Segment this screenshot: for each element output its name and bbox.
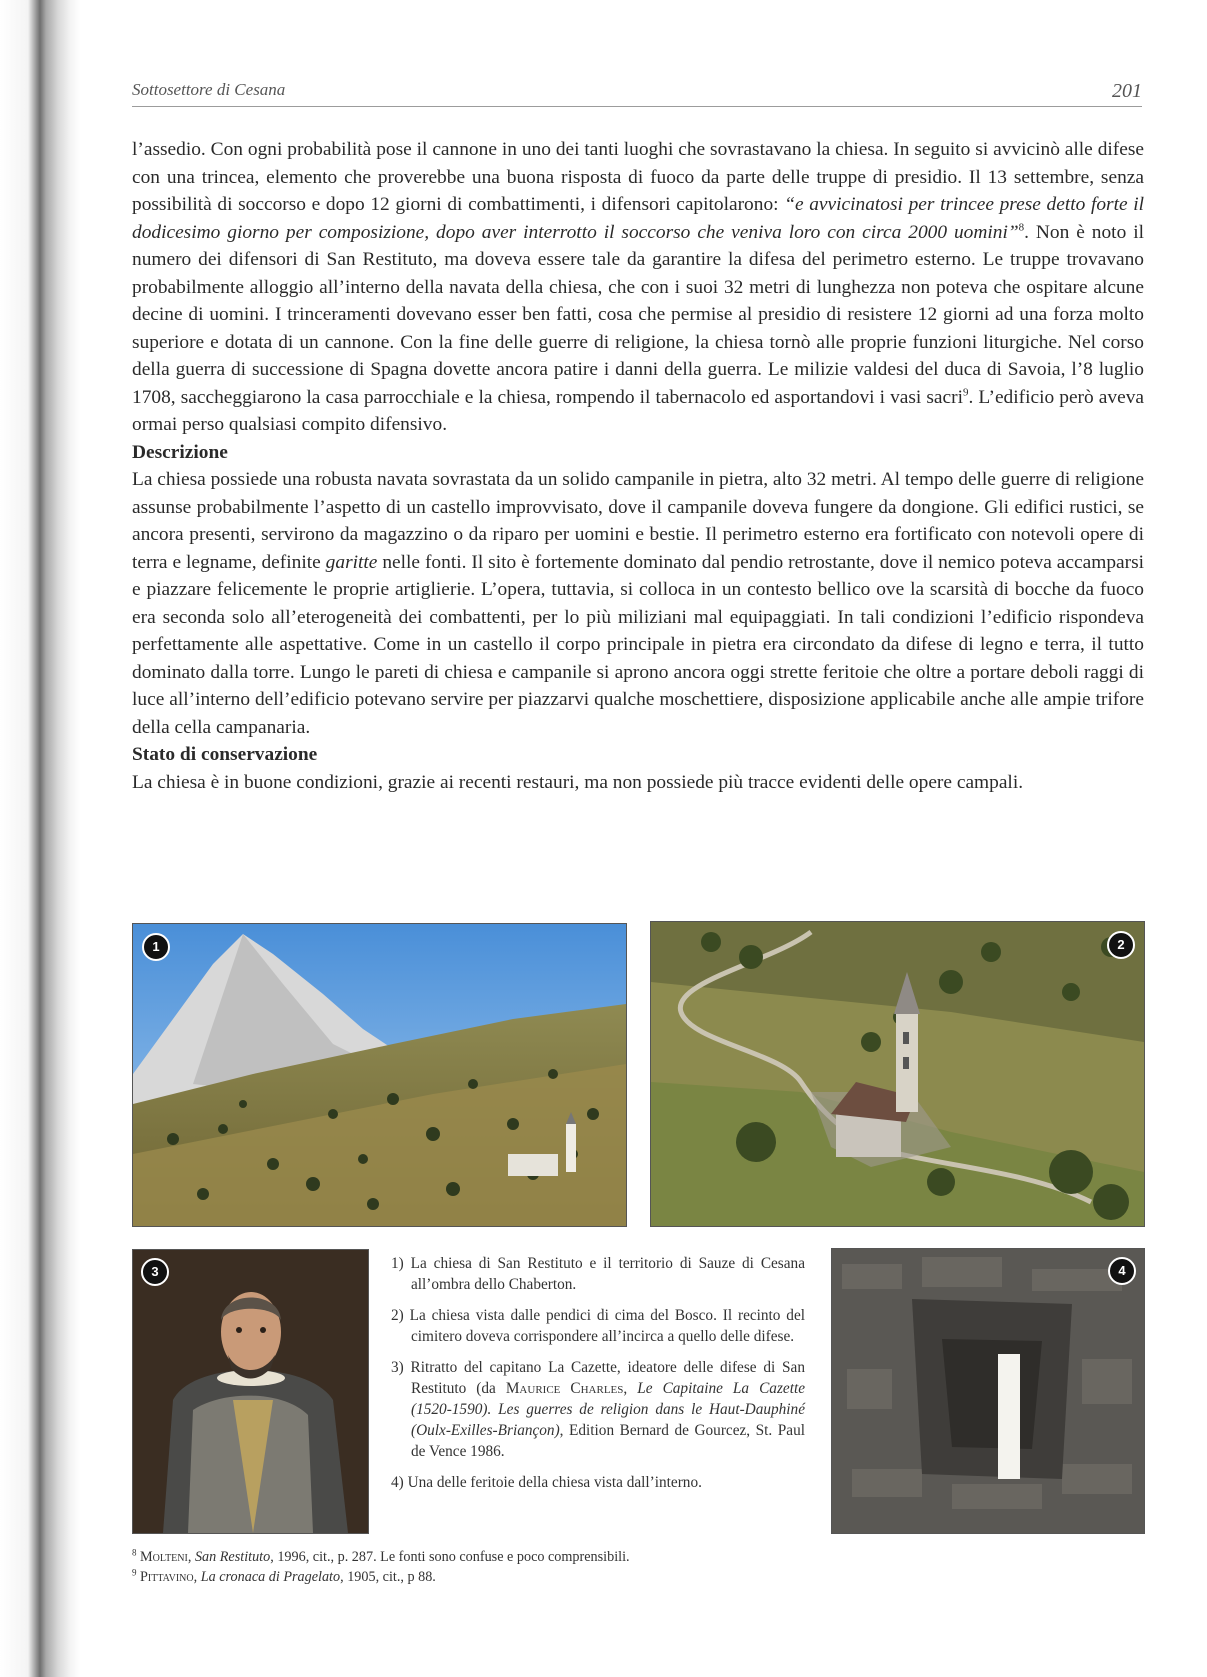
photo-church-aerial [650,921,1145,1227]
portrait-illustration [133,1250,368,1533]
text-span: La chiesa possiede una robusta navata sovrastata da un solido campanile in pietra, alto 32 metri. Al tempo delle guerre di religione assunse probabilmente l’aspetto di un castello improvvisato, dove il campanile doveva fungere da dongione. Gli edifici rustici, se ancora presenti, servirono da magazzino o da riparo per uomini e bestie. Il perimetro esterno era fortificato con notevoli opere di terra e legname, definite [132,469,1144,573]
loophole-illustration [832,1249,1144,1533]
heading-descrizione: Descrizione [132,441,228,463]
paragraph-siege [132,136,1144,439]
text-span: . Non è noto il numero dei difensori di San Restituto, ma doveva essere tale da garantire la difesa del perimetro esterno. Le truppe trovavano probabilmente alloggio all’interno della navata della chiesa, che con i suoi 32 metri di lunghezza non poteva che ospitare alcune decine di uomini. I trinceramenti dovevano esser ben fatti, cosa che permise al presidio di resistere 12 giorni ad una forza molto superiore e dotata di un cannone. Con la fine delle guerre di religione, la chiesa tornò alle proprie funzioni liturgiche. Nel corso della guerra di successione di Spagna dovette ancora patire i danni della guerra. Le milizie valdesi del duca di Savoia, l’8 luglio 1708, saccheggiarono la casa parrocchiale e la chiesa, rompendo il tabernacolo ed asportandovi i vasi sacri [132,221,1144,408]
caption-author: Maurice Charles [505,1380,624,1397]
book-spine-shadow [0,0,80,1677]
footnote-9: $^9$ Pittavino, La cronaca di Pragelato, 1905, cit., p 88. [132,1566,436,1585]
footnote-title: San Restituto [194,1549,271,1565]
caption-3 [391,1357,805,1462]
quote: “e avvicinatosi per trincee prese detto forte il dodicesimo giorno per composizione, dopo aver interrotto il soccorso che veniva loro con circa 2000 uomini” [132,194,1144,243]
heading-stato: Stato di conservazione [132,744,318,765]
figure-number-badge: 1 [142,933,170,961]
footnote-mark: 8 [132,1547,137,1558]
main-text [132,136,1144,796]
paragraph-descrizione [132,466,1144,741]
photo-mountain-landscape [132,923,627,1227]
page-number: 201 [1112,80,1142,102]
text-span: , 1996, cit., p. 287. Le fonti sono confuse e poco comprensibili. [270,1549,630,1565]
text-span: , Edition Bernard de Gourcez, St. Paul de Vence 1986. [411,1422,805,1460]
running-head [132,80,1142,107]
term-garitte: garitte [325,551,378,573]
church-aerial-illustration [651,922,1144,1226]
section-title: Sottosettore di Cesana [132,80,286,99]
caption-2: 2) La chiesa vista dalle pendici di cima del Bosco. Il recinto del cimitero doveva corrispondere all’incirca a quello delle difese. [391,1307,805,1345]
text-span: . L’edificio però aveva ormai perso qualsiasi compito difensivo. [132,386,1144,435]
landscape-illustration [133,924,626,1226]
footnote-author: Molteni [140,1549,188,1565]
text-span: 3) Ritratto del capitano La Cazette, ideatore delle difese di San Restituto (da [391,1359,805,1397]
footnote-ref-8: 8 [1018,221,1025,234]
text-span: , 1905, cit., p 88. [340,1568,436,1585]
caption-book-title: Le Capitaine La Cazette (1520-1590). Les guerres de religion dans le Haut-Dauphiné (Oulx-Exilles-Briançon) [411,1380,805,1439]
footnote-8: $^8$ Molteni, San Restituto, 1996, cit., p. 287. Le fonti sono confuse e poco comprensibili. [132,1547,630,1565]
paragraph-stato: La chiesa è in buone condizioni, grazie ai recenti restauri, ma non possiede più tracce evidenti delle opere campali. [132,771,1024,793]
figure-number-badge: 4 [1108,1257,1136,1285]
footnote-title: La cronaca di Pragelato [200,1568,341,1585]
text-span: l’assedio. Con ogni probabilità pose il cannone in uno dei tanti luoghi che sovrastavano la chiesa. In seguito si avvicinò alle difese con una trincea, elemento che proverebbe una buona risposta di fuoco da parte delle truppe di presidio. Il 13 settembre, senza possibilità di soccorso e dopo 12 giorni di combattimenti, i difensori capitolarono: [132,139,1144,215]
figure-captions [391,1253,805,1503]
caption-1: 1) La chiesa di San Restituto e il territorio di Sauze di Cesana all’ombra dello Chaberton. [391,1255,805,1293]
footnote-author: Pittavino [140,1568,194,1585]
footnotes [132,1548,932,1587]
footnote-mark: 9 [132,1566,137,1577]
caption-4: 4) Una delle feritoie della chiesa vista dall’interno. [391,1474,702,1491]
text-span: , [623,1380,638,1397]
footnote-ref-9: 9 [963,386,969,399]
text-span: nelle fonti. Il sito è fortemente dominato dal pendio retrostante, dove il nemico poteva accamparsi e piazzare felicemente le proprie artiglierie. L’opera, tuttavia, si colloca in un contesto bellico ove la scarsità di bocche da fuoco era seconda solo all’eterogeneità dei combattenti, per lo più miliziani mal equipaggiati. In tali condizioni l’edificio rispondeva perfettamente alle aspettative. Come in un castello il corpo principale in pietra era circondato da difese di legno e terra, il tutto dominato dalla torre. Lungo le pareti di chiesa e campanile si aprono ancora oggi strette feritoie che oltre a portare deboli raggi di luce all’interno dell’edificio potevano servire per piazzarvi qualche moschettiere, disposizione applicabile anche alle ampie trifore della cella campanaria. [132,551,1145,738]
figure-number-badge: 3 [141,1258,169,1286]
figure-number-badge: 2 [1107,931,1135,959]
photo-portrait-la-cazette [132,1249,369,1534]
photo-loophole [831,1248,1145,1534]
